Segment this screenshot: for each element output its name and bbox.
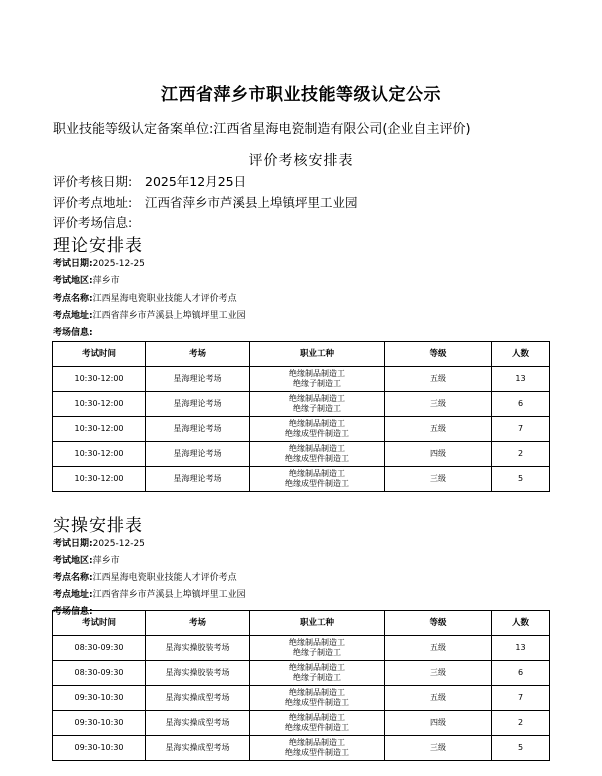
cell-job — [250, 442, 385, 467]
cell-room: 星海实操成型考场 — [146, 711, 250, 736]
cell-time: 10:30-12:00 — [53, 417, 146, 442]
table-header-row — [53, 342, 550, 367]
theory-meta-address — [53, 308, 246, 321]
job-line-2: 绝缘子制造工 — [293, 404, 341, 413]
meta-value: 江西星海电瓷职业技能人才评价考点 — [92, 294, 237, 304]
cell-level: 四级 — [385, 711, 492, 736]
cell-job — [250, 736, 385, 761]
cell-level: 三级 — [385, 736, 492, 761]
cell-count: 6 — [492, 392, 550, 417]
job-line-1: 绝缘制品制造工 — [289, 638, 345, 647]
table-row — [53, 711, 550, 736]
table-row — [53, 661, 550, 686]
filing-unit-line: 职业技能等级认定备案单位:江西省星海电瓷制造有限公司(企业自主评价) — [53, 122, 471, 137]
cell-level: 三级 — [385, 661, 492, 686]
cell-job — [250, 367, 385, 392]
cell-level: 五级 — [385, 636, 492, 661]
theory-meta-date — [53, 256, 145, 269]
page-title: 江西省萍乡市职业技能等级认定公示 — [161, 85, 441, 105]
cell-job — [250, 392, 385, 417]
exam-date-value: 2025年12月25日 — [145, 174, 247, 189]
col-header-count: 人数 — [492, 342, 550, 367]
cell-time: 10:30-12:00 — [53, 467, 146, 492]
meta-value: 萍乡市 — [92, 276, 120, 286]
job-line-1: 绝缘制品制造工 — [289, 419, 345, 428]
table-row — [53, 442, 550, 467]
job-line-2: 绝缘成型件制造工 — [285, 698, 349, 707]
cell-room: 星海实操胶装考场 — [146, 636, 250, 661]
meta-value: 江西省萍乡市芦溪县上埠镇坪里工业园 — [92, 590, 246, 600]
exam-date-label: 评价考核日期: — [53, 174, 133, 189]
practical-meta-site-name — [53, 570, 237, 583]
cell-count: 2 — [492, 442, 550, 467]
meta-key: 考场信息: — [53, 607, 93, 617]
job-line-1: 绝缘制品制造工 — [289, 444, 345, 453]
cell-room: 星海理论考场 — [146, 442, 250, 467]
table-row — [53, 467, 550, 492]
practical-schedule-table — [52, 610, 550, 761]
exam-room-line — [53, 213, 145, 231]
table-row — [53, 417, 550, 442]
job-line-2: 绝缘成型件制造工 — [285, 723, 349, 732]
cell-room: 星海理论考场 — [146, 467, 250, 492]
job-line-2: 绝缘成型件制造工 — [285, 429, 349, 438]
meta-key: 考试地区: — [53, 276, 93, 286]
cell-level: 五级 — [385, 686, 492, 711]
cell-time: 08:30-09:30 — [53, 636, 146, 661]
cell-room: 星海实操成型考场 — [146, 736, 250, 761]
job-line-1: 绝缘制品制造工 — [289, 369, 345, 378]
col-header-room: 考场 — [146, 342, 250, 367]
practical-meta-date — [53, 536, 145, 549]
meta-key: 考试地区: — [53, 556, 93, 566]
table-row — [53, 636, 550, 661]
cell-job — [250, 686, 385, 711]
job-line-2: 绝缘子制造工 — [293, 673, 341, 682]
theory-meta-region — [53, 273, 120, 286]
col-header-job: 职业工种 — [250, 611, 385, 636]
meta-value: 江西省萍乡市芦溪县上埠镇坪里工业园 — [92, 311, 246, 321]
practical-meta-address — [53, 587, 246, 600]
table-row — [53, 736, 550, 761]
theory-section-title: 理论安排表 — [53, 236, 143, 256]
cell-level: 四级 — [385, 442, 492, 467]
job-line-1: 绝缘制品制造工 — [289, 663, 345, 672]
cell-job — [250, 636, 385, 661]
job-line-1: 绝缘制品制造工 — [289, 394, 345, 403]
cell-time: 09:30-10:30 — [53, 711, 146, 736]
meta-key: 考试日期: — [53, 539, 93, 549]
exam-date-line — [53, 172, 246, 190]
cell-count: 5 — [492, 467, 550, 492]
practical-meta-region — [53, 553, 120, 566]
col-header-job: 职业工种 — [250, 342, 385, 367]
cell-count: 13 — [492, 636, 550, 661]
cell-job — [250, 417, 385, 442]
job-line-1: 绝缘制品制造工 — [289, 713, 345, 722]
cell-level: 三级 — [385, 392, 492, 417]
cell-level: 三级 — [385, 467, 492, 492]
cell-room: 星海实操成型考场 — [146, 686, 250, 711]
meta-key: 考试日期: — [53, 259, 93, 269]
col-header-time: 考试时间 — [53, 611, 146, 636]
cell-job — [250, 467, 385, 492]
exam-room-label: 评价考场信息: — [53, 215, 133, 230]
cell-room: 星海理论考场 — [146, 392, 250, 417]
table-header-row — [53, 611, 550, 636]
meta-key: 考点名称: — [53, 573, 93, 583]
job-line-2: 绝缘子制造工 — [293, 648, 341, 657]
cell-level: 五级 — [385, 417, 492, 442]
cell-job — [250, 661, 385, 686]
cell-level: 五级 — [385, 367, 492, 392]
cell-count: 7 — [492, 686, 550, 711]
meta-value: 江西星海电瓷职业技能人才评价考点 — [92, 573, 237, 583]
col-header-count: 人数 — [492, 611, 550, 636]
cell-room: 星海实操胶装考场 — [146, 661, 250, 686]
meta-key: 考场信息: — [53, 328, 93, 338]
schedule-title: 评价考核安排表 — [248, 153, 354, 169]
job-line-2: 绝缘成型件制造工 — [285, 454, 349, 463]
job-line-2: 绝缘子制造工 — [293, 379, 341, 388]
job-line-2: 绝缘成型件制造工 — [285, 748, 349, 757]
cell-room: 星海理论考场 — [146, 367, 250, 392]
col-header-level: 等级 — [385, 611, 492, 636]
meta-key: 考点名称: — [53, 294, 93, 304]
cell-count: 13 — [492, 367, 550, 392]
cell-time: 08:30-09:30 — [53, 661, 146, 686]
cell-time: 10:30-12:00 — [53, 392, 146, 417]
table-row — [53, 686, 550, 711]
exam-site-line — [53, 193, 358, 211]
exam-site-label: 评价考点地址: — [53, 195, 133, 210]
meta-value: 2025-12-25 — [92, 259, 145, 269]
exam-site-value: 江西省萍乡市芦溪县上埠镇坪里工业园 — [145, 195, 358, 210]
cell-time: 10:30-12:00 — [53, 367, 146, 392]
table-row — [53, 367, 550, 392]
meta-value: 2025-12-25 — [92, 539, 145, 549]
table-row — [53, 392, 550, 417]
col-header-room: 考场 — [146, 611, 250, 636]
job-line-2: 绝缘成型件制造工 — [285, 479, 349, 488]
meta-key: 考点地址: — [53, 590, 93, 600]
theory-meta-site-name — [53, 291, 237, 304]
theory-meta-room — [53, 325, 93, 338]
cell-count: 7 — [492, 417, 550, 442]
cell-count: 6 — [492, 661, 550, 686]
cell-room: 星海理论考场 — [146, 417, 250, 442]
job-line-1: 绝缘制品制造工 — [289, 738, 345, 747]
col-header-time: 考试时间 — [53, 342, 146, 367]
cell-time: 09:30-10:30 — [53, 736, 146, 761]
cell-job — [250, 711, 385, 736]
cell-count: 5 — [492, 736, 550, 761]
cell-time: 10:30-12:00 — [53, 442, 146, 467]
cell-time: 09:30-10:30 — [53, 686, 146, 711]
theory-schedule-table — [52, 341, 550, 492]
job-line-1: 绝缘制品制造工 — [289, 469, 345, 478]
col-header-level: 等级 — [385, 342, 492, 367]
practical-section-title: 实操安排表 — [53, 516, 143, 536]
job-line-1: 绝缘制品制造工 — [289, 688, 345, 697]
meta-value: 萍乡市 — [92, 556, 120, 566]
meta-key: 考点地址: — [53, 311, 93, 321]
cell-count: 2 — [492, 711, 550, 736]
